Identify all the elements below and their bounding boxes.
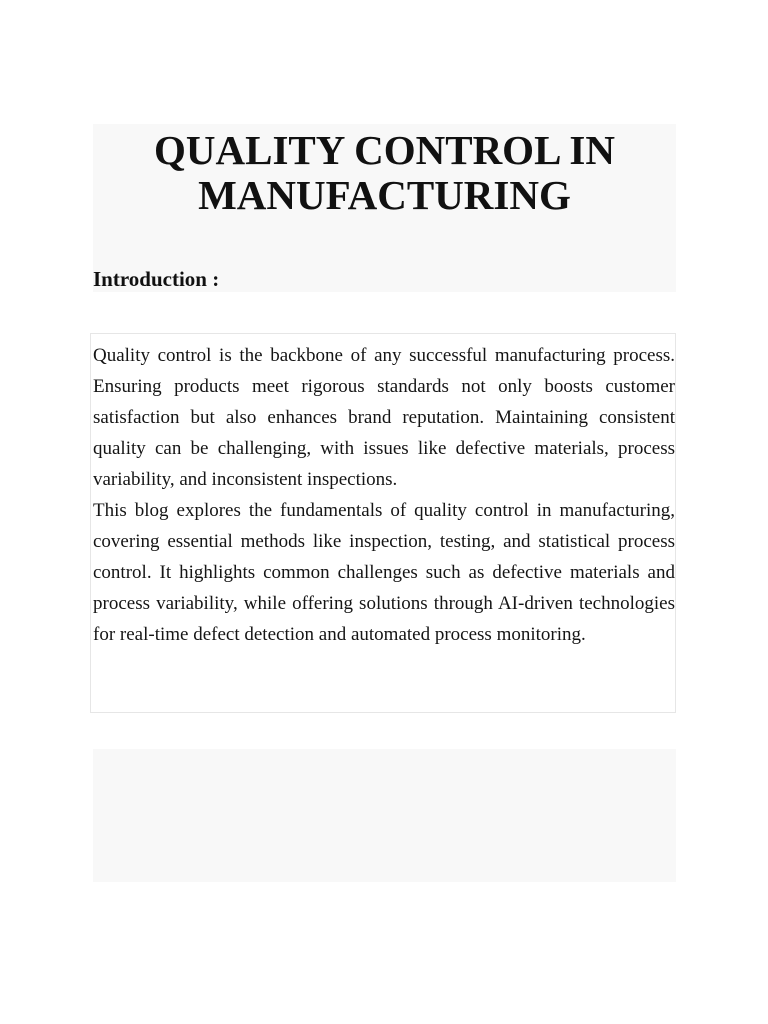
introduction-text-frame xyxy=(90,333,676,713)
title-block xyxy=(93,124,676,292)
section-heading-introduction: Introduction : xyxy=(93,267,220,291)
empty-content-block xyxy=(93,749,676,882)
paragraph-2: This blog explores the fundamentals of quality control in manufacturing, covering essential methods like inspection, testing, and statistical process control. It highlights common challenges such as defective materials and process variability, while offering solutions through AI-driven technologies for real-time defect detection and automated process monitoring. xyxy=(93,500,675,645)
introduction-body xyxy=(93,340,675,650)
page-title: QUALITY CONTROL IN MANUFACTURING xyxy=(154,127,615,218)
paragraph-1: Quality control is the backbone of any successful manufacturing process. Ensuring products meet rigorous standards not only boosts customer satisfaction but also enhances brand reputation. Maintaining consistent quality can be challenging, with issues like defective materials, process variability, and inconsistent inspections. xyxy=(93,345,675,490)
